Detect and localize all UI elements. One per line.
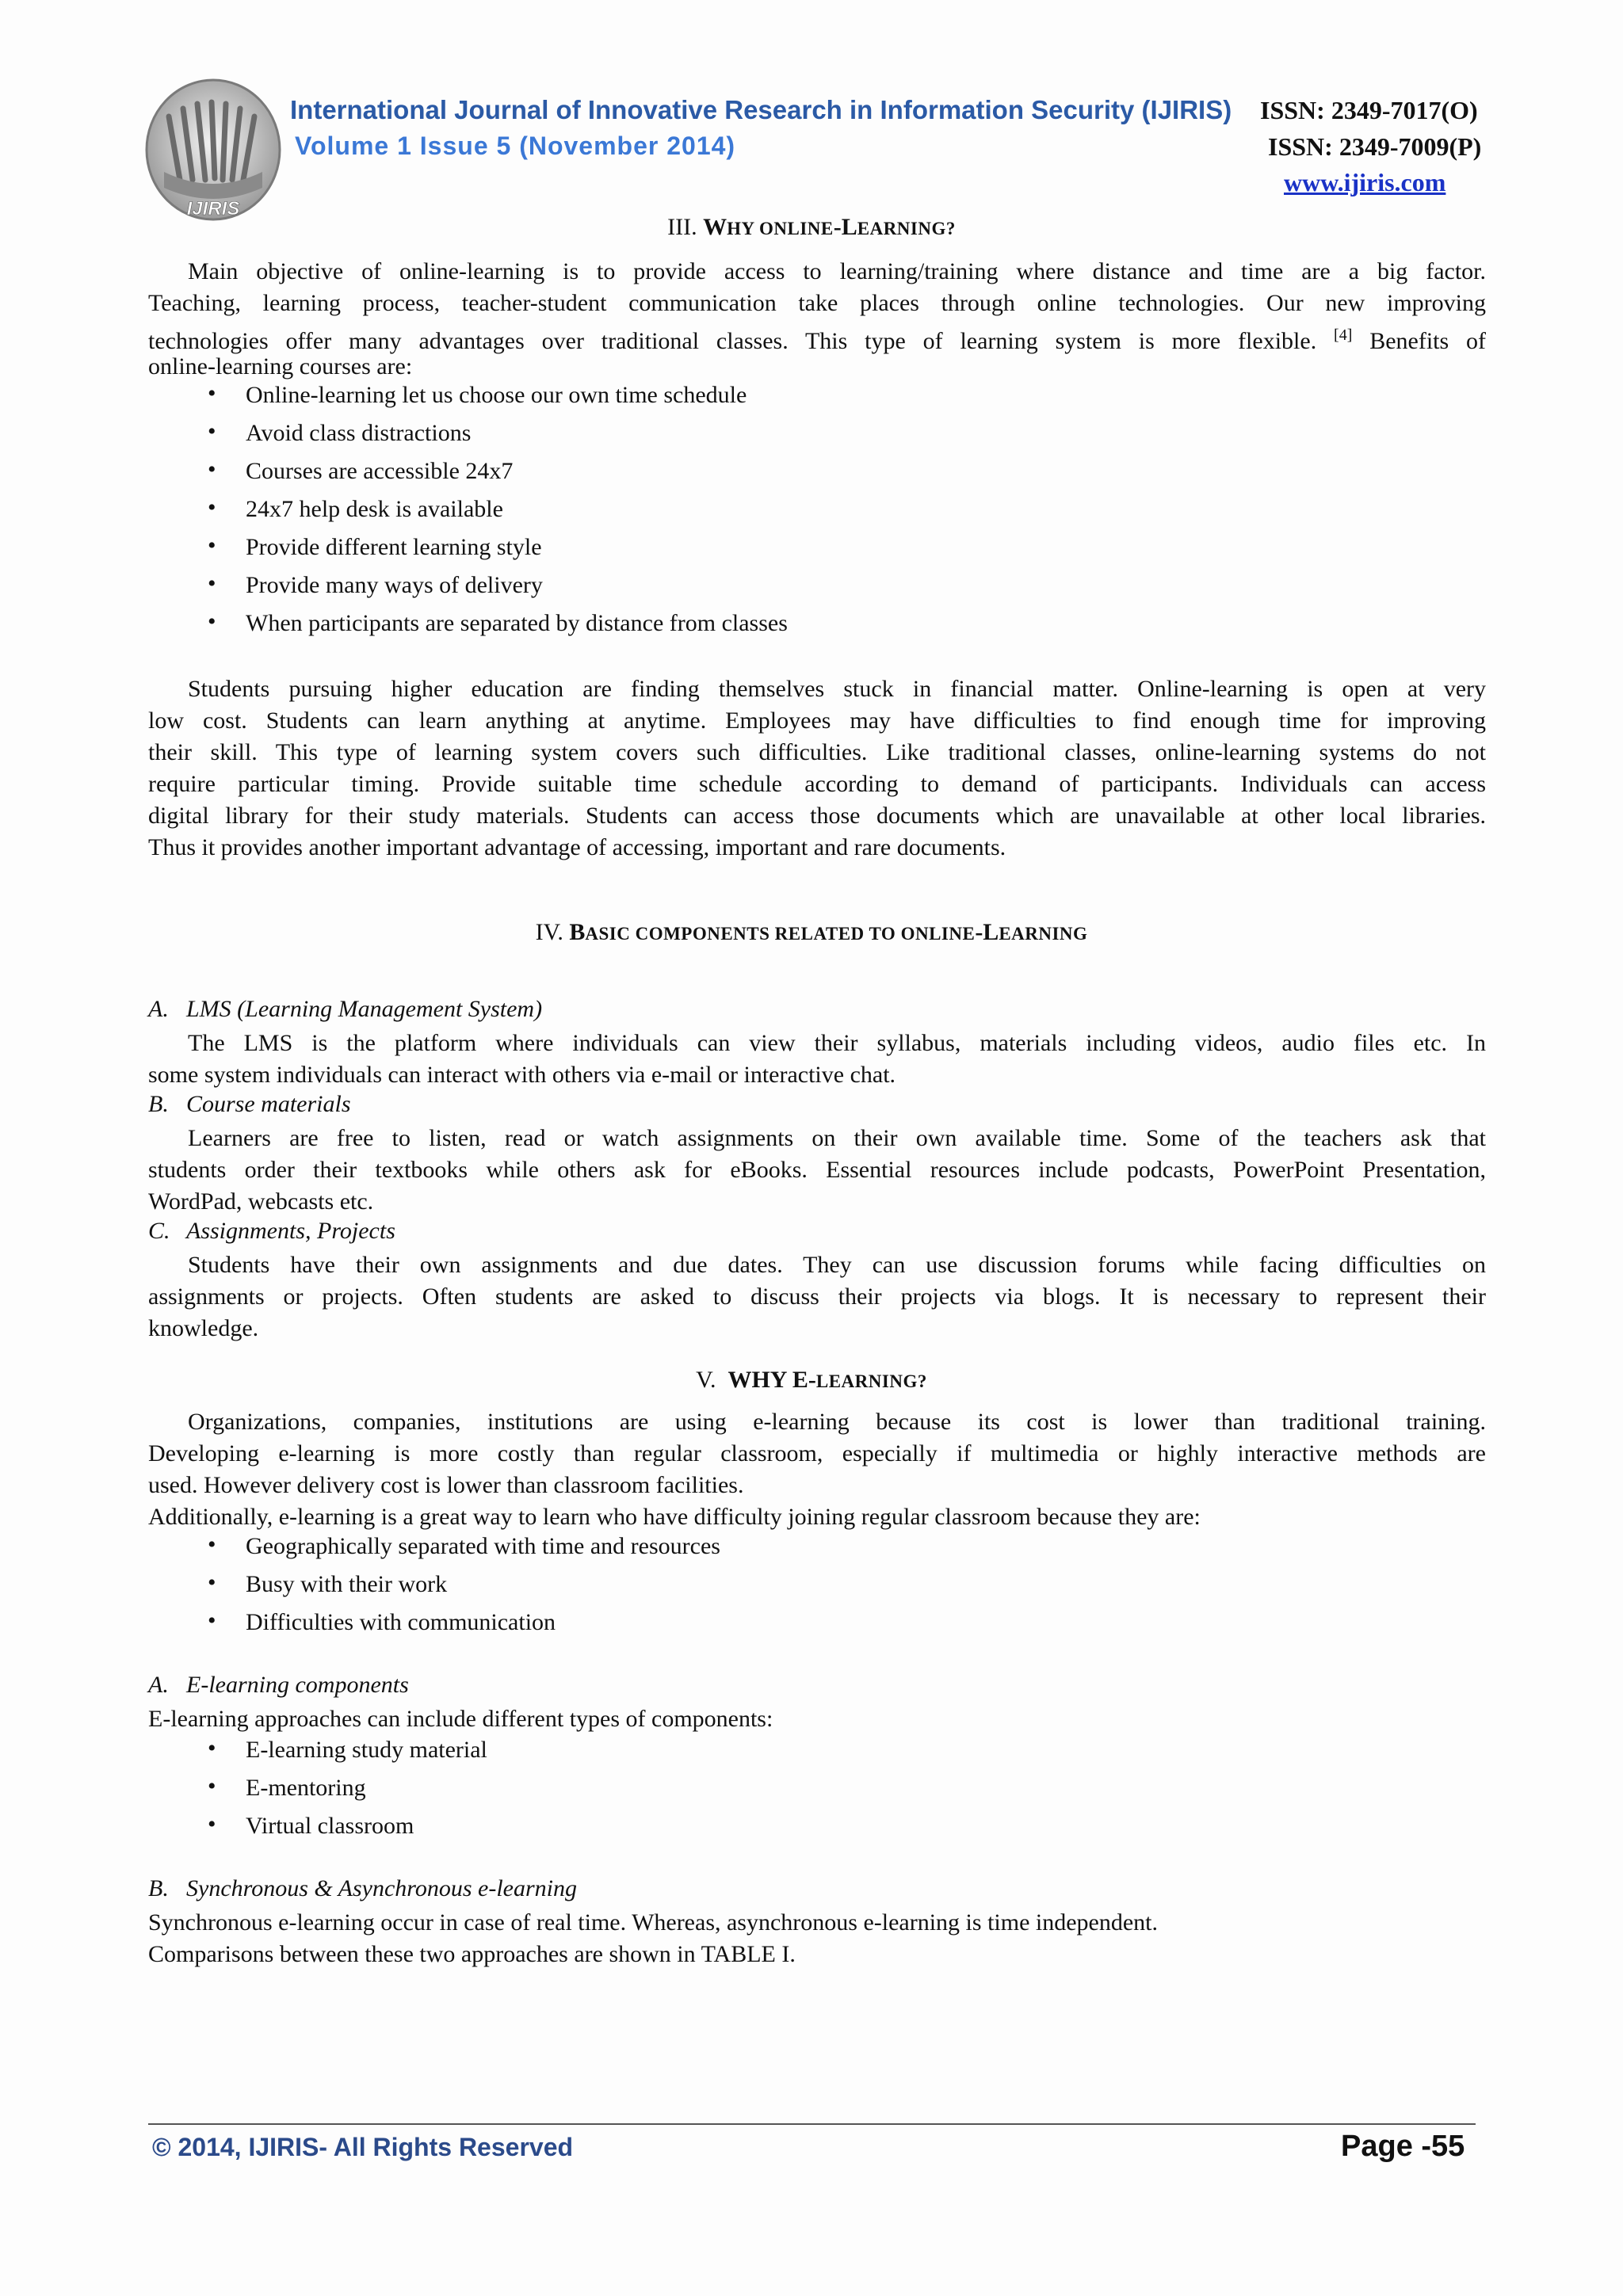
issn-print: ISSN: 2349-7009(P) bbox=[1268, 132, 1482, 161]
website-link[interactable]: www.ijiris.com bbox=[1284, 168, 1446, 196]
journal-logo bbox=[145, 77, 281, 227]
issn-online: ISSN: 2349-7017(O) bbox=[1260, 96, 1478, 124]
journal-title: International Journal of Innovative Research in Information Security (IJIRIS) bbox=[290, 95, 1232, 124]
subsection-a-title: A. LMS (Learning Management System) bbox=[148, 996, 543, 1022]
page-number: Page -55 bbox=[1341, 2130, 1465, 2163]
subsection-5b-title: B. Synchronous & Asynchronous e-learning bbox=[148, 1875, 577, 1901]
section-3-heading: III. WHY ONLINE-LEARNING? bbox=[667, 214, 956, 240]
subsection-5a-intro: E-learning approaches can include different types of components: bbox=[148, 1706, 773, 1732]
reference-4: [4] bbox=[1334, 326, 1353, 344]
subsection-c-text: Students have their own assignments and due dates. They can use discussion forums while facing difficulties on assignments or projects. Often students are asked to discuss their projects via blogs. It is necessary to represent their knowledge. bbox=[148, 1252, 1486, 1341]
subsection-c-title: C. Assignments, Projects bbox=[148, 1218, 395, 1244]
subsection-a-text: The LMS is the platform where individuals can view their syllabus, materials including videos, audio files etc. In some system individuals can interact with others via e-mail or interactive chat. bbox=[148, 1030, 1486, 1088]
logo-text: IJIRIS bbox=[186, 198, 240, 219]
footer-copyright: © 2014, IJIRIS- All Rights Reserved bbox=[152, 2133, 574, 2161]
section-5-heading: V. WHY E-LEARNING? bbox=[696, 1367, 927, 1393]
volume-info: Volume 1 Issue 5 (November 2014) bbox=[295, 132, 736, 160]
section-3-paragraph-2: Students pursuing higher education are finding themselves stuck in financial matter. Online-learning is open at very low cost. Students can learn anything at anytime. Employees may have difficulties to find enough time for improving their skill. This type of learning system covers such difficulties. Like traditional classes, online-learning systems do not require particular timing. Provide suitable time schedule according to demand of participants. Individuals can access digital library for their study materials. Students can access those documents which are unavailable at other local libraries. Thus it provides another important advantage of accessing, important and rare documents. bbox=[148, 676, 1486, 860]
footer-divider bbox=[148, 2123, 1476, 2125]
subsection-5a-title: A. E-learning components bbox=[148, 1672, 409, 1698]
subsection-b-text: Learners are free to listen, read or watch assignments on their own available time. Some of the teachers ask that students order their textbooks while others ask for eBooks. Essential resources include podcasts, PowerPoint Presentation, WordPad, webcasts etc. bbox=[148, 1125, 1486, 1215]
subsection-b-title: B. Course materials bbox=[148, 1091, 351, 1117]
subsection-5b-text: Synchronous e-learning occur in case of real time. Whereas, asynchronous e-learning is time independent. Comparisons between these two approaches are shown in TABLE I. bbox=[148, 1909, 1159, 1967]
section-3-paragraph-1: Main objective of online-learning is to provide access to learning/training where distance and time are a big factor. Teaching, learning process, teacher-student communication take places through online technologies. Our new improving technologies offer many advantages over traditional classes. This type of learning system is more flexible. [4] Benefits of online-learning courses are: bbox=[148, 258, 1487, 379]
section-4-heading: IV. BASIC COMPONENTS RELATED TO ONLINE-LEARNING bbox=[535, 919, 1088, 945]
section-5-paragraph-1: Organizations, companies, institutions are using e-learning because its cost is lower than traditional training. Developing e-learning is more costly than regular classroom, especially if multimedia or highly interactive methods are used. However delivery cost is lower than classroom facilities. Additionally, e-learning is a great way to learn who have difficulty joining regular classroom because they are: bbox=[148, 1409, 1486, 1530]
